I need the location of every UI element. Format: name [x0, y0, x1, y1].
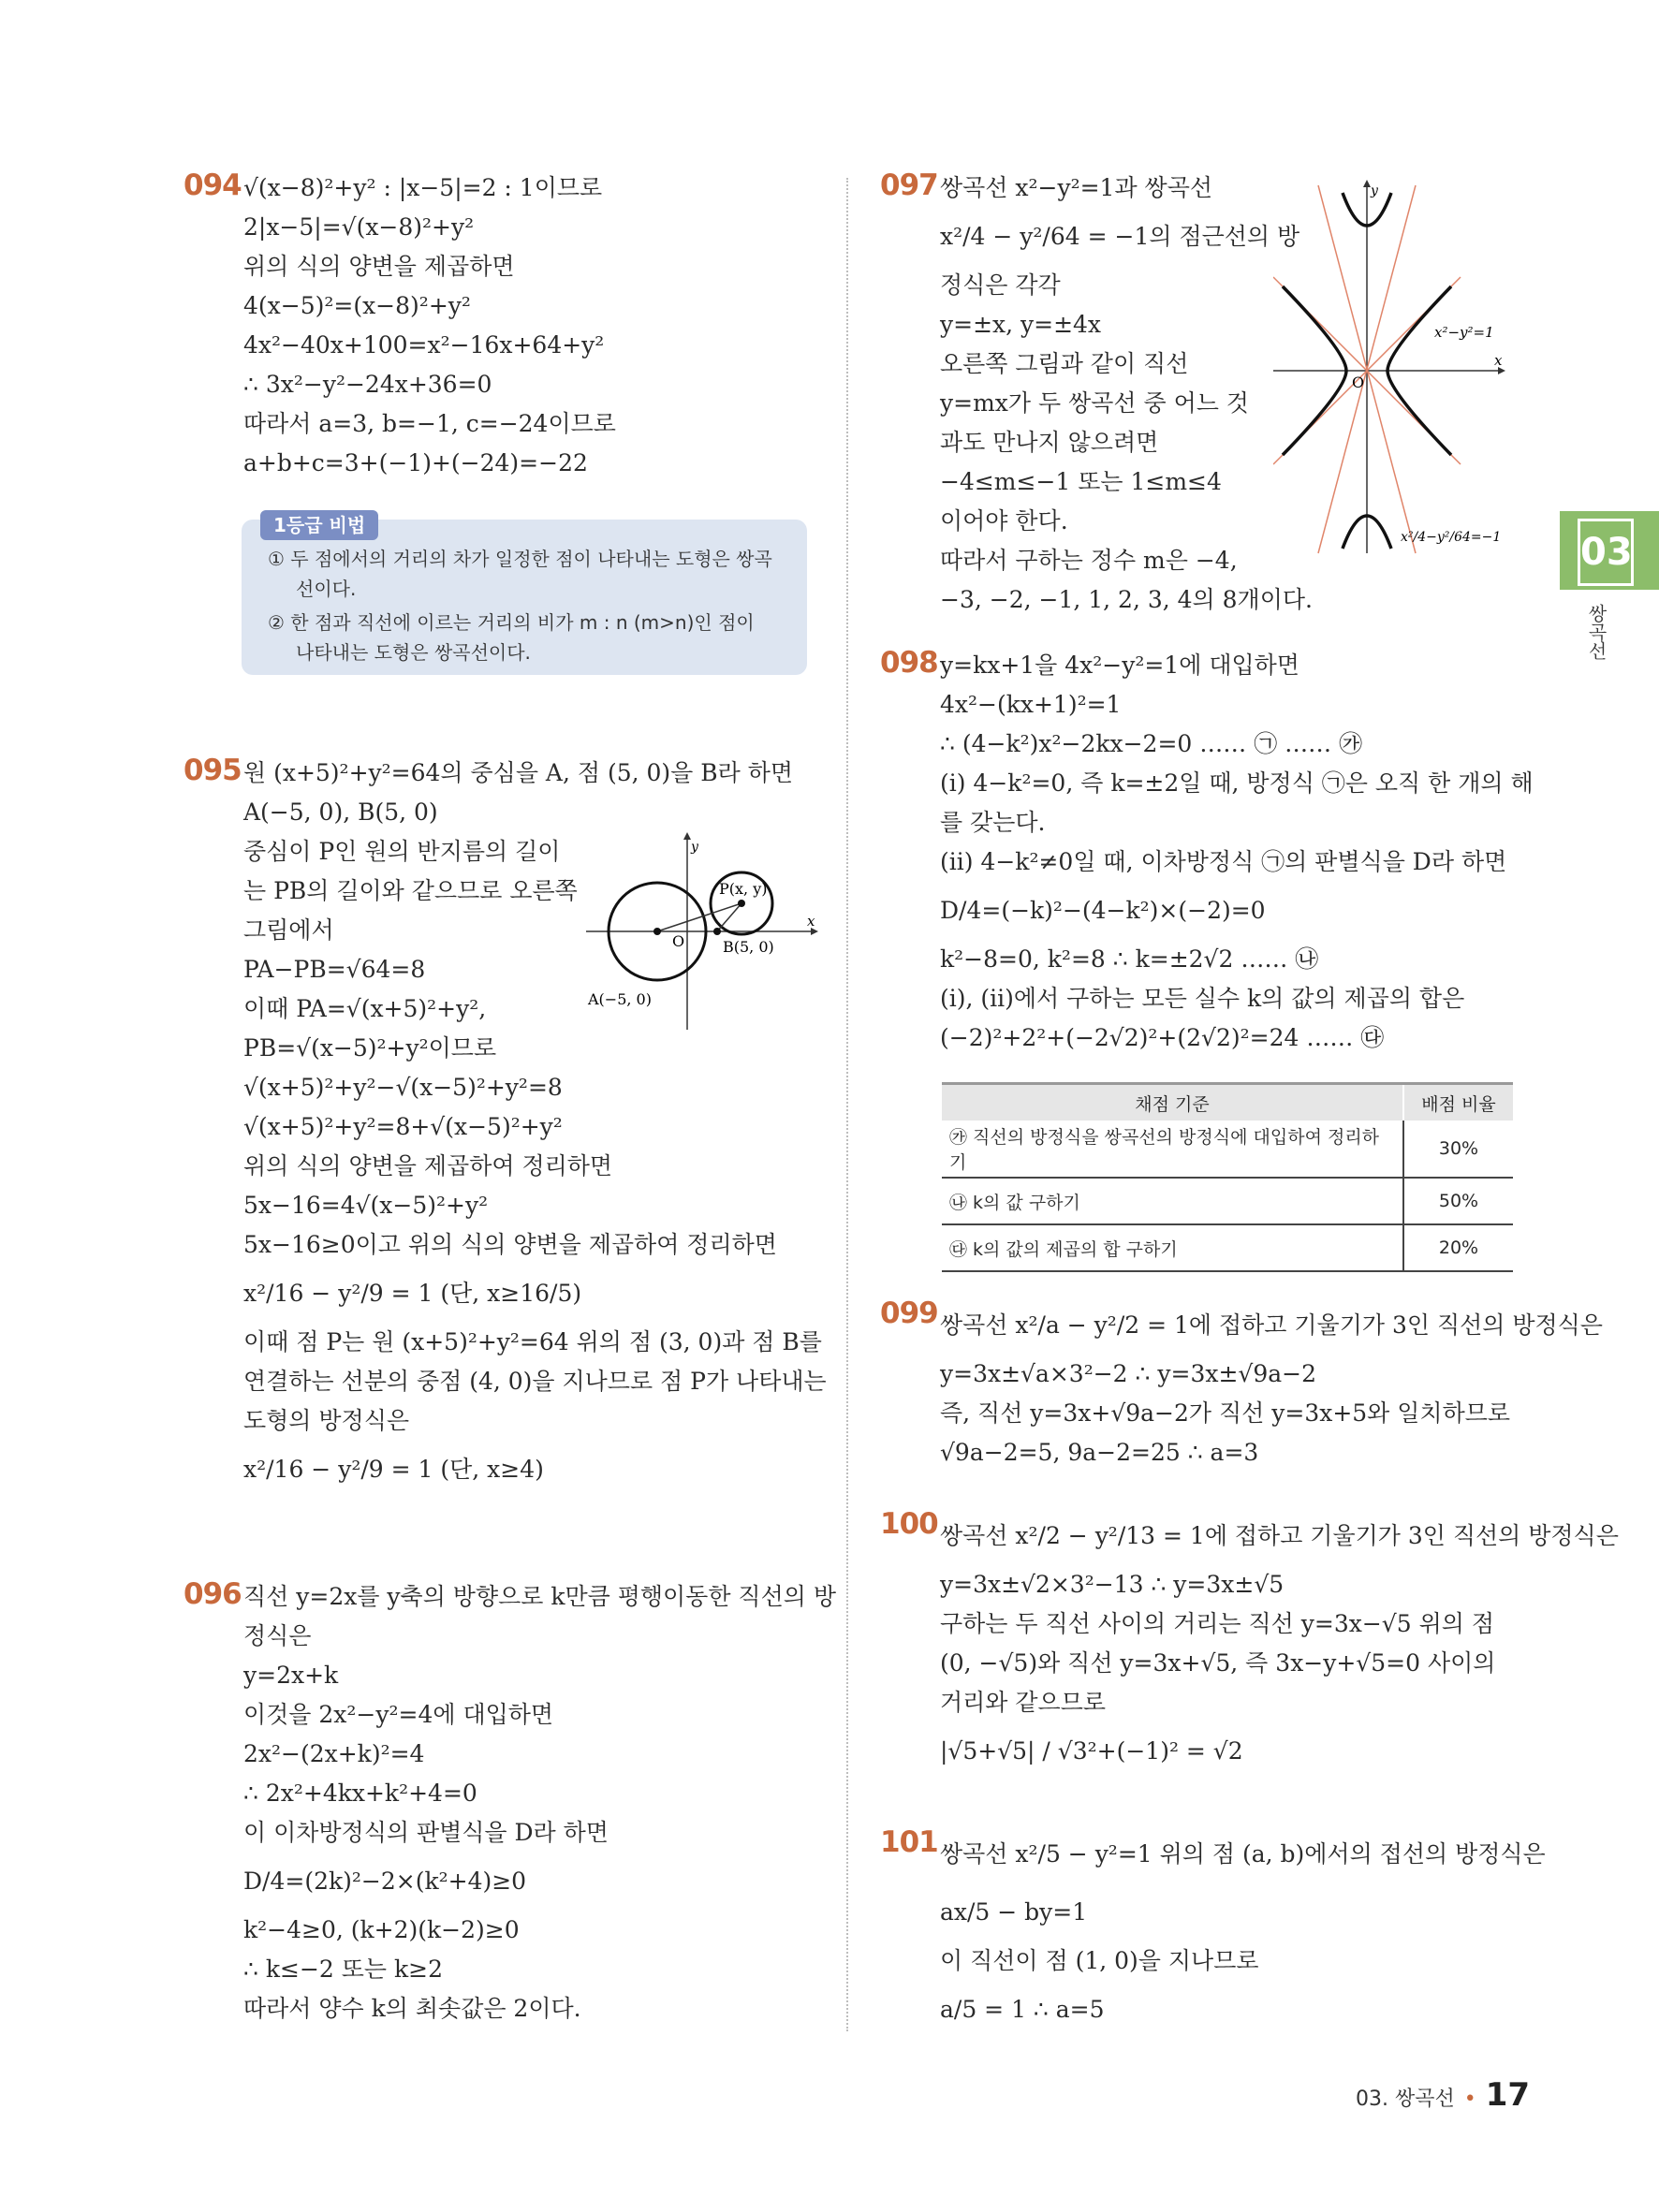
column-divider — [846, 178, 848, 2031]
solution-line: √(x−8)²+y² : |x−5|=2 : 1이므로 — [243, 174, 603, 201]
solution-line: 즉, 직선 y=3x+√9a−2가 직선 y=3x+5와 일치하므로 — [940, 1399, 1511, 1427]
problem-number: 097 — [880, 168, 938, 202]
solution-line: 이어야 한다. — [940, 507, 1068, 535]
solution-line: √(x+5)²+y²−√(x−5)²+y²=8 — [243, 1074, 563, 1101]
problem-number: 101 — [880, 1825, 938, 1859]
circles-figure — [586, 828, 820, 1034]
solution-line: 2|x−5|=√(x−8)²+y² — [243, 213, 475, 241]
solution-line: |√5+√5| / √3²+(−1)² = √2 — [940, 1737, 1243, 1765]
tip-line: ② 한 점과 직선에 이르는 거리의 비가 m : n (m>n)인 점이 — [268, 611, 755, 634]
axis-label-y: y — [1371, 183, 1378, 198]
solution-line: 과도 만나지 않으려면 — [940, 429, 1159, 456]
ratio-cell: 20% — [1403, 1224, 1513, 1271]
solution-line: 거리와 같으므로 — [940, 1689, 1106, 1716]
solution-line: (0, −√5)와 직선 y=3x+√5, 즉 3x−y+√5=0 사이의 — [940, 1649, 1496, 1677]
solution-line: (ⅰ), (ⅱ)에서 구하는 모든 실수 k의 값의 제곱의 합은 — [940, 985, 1465, 1012]
solution-line: a/5 = 1 ∴ a=5 — [940, 1996, 1105, 2023]
solution-line: 이것을 2x²−y²=4에 대입하면 — [243, 1701, 554, 1728]
solution-line: 이때 PA=√(x+5)²+y², — [243, 995, 487, 1022]
solution-line: (−2)²+2²+(−2√2)²+(2√2)²=24 …… ㉰ — [940, 1024, 1385, 1051]
table-row — [942, 1224, 1513, 1271]
problem-number: 095 — [184, 754, 242, 787]
page-number: 17 — [1485, 2076, 1531, 2114]
solution-lines — [243, 168, 830, 483]
table-row — [942, 1178, 1513, 1224]
solution-line: 정식은 — [243, 1622, 312, 1649]
problem-number: 099 — [880, 1296, 938, 1330]
point-a-label: A(−5, 0) — [588, 990, 652, 1008]
solution-line: D/4=(2k)²−2×(k²+4)≥0 — [243, 1868, 527, 1895]
solution-line: 따라서 구하는 정수 m은 −4, — [940, 547, 1238, 574]
solution-line: a+b+c=3+(−1)+(−24)=−22 — [243, 449, 588, 476]
solution-line: PA−PB=√64=8 — [243, 956, 426, 983]
problem-number: 100 — [880, 1507, 938, 1541]
criterion-cell: ㉮ 직선의 방정식을 쌍곡선의 방정식에 대입하여 정리하기 — [942, 1121, 1403, 1178]
solution-line: PB=√(x−5)²+y²이므로 — [243, 1034, 497, 1062]
tip-box — [242, 514, 807, 675]
ratio-cell: 30% — [1403, 1121, 1513, 1178]
hyperbola-figure — [1273, 174, 1512, 558]
solution-line: (ⅱ) 4−k²≠0일 때, 이차방정식 ㉠의 판별식을 D라 하면 — [940, 848, 1507, 875]
solution-line: 위의 식의 양변을 제곱하여 정리하면 — [243, 1152, 613, 1179]
solution-line: 위의 식의 양변을 제곱하면 — [243, 253, 515, 280]
solution-line: 4x²−40x+100=x²−16x+64+y² — [243, 331, 605, 359]
header-criterion: 채점 기준 — [942, 1084, 1403, 1121]
grading-table — [942, 1082, 1513, 1272]
solution-line: 따라서 양수 k의 최솟값은 2이다. — [243, 1995, 581, 2022]
solution-line: 5x−16≥0이고 위의 식의 양변을 제곱하여 정리하면 — [243, 1231, 777, 1258]
solution-line: 연결하는 선분의 중점 (4, 0)을 지나므로 점 P가 나타내는 — [243, 1368, 827, 1395]
solution-line: A(−5, 0), B(5, 0) — [243, 798, 438, 826]
solution-line: y=3x±√2×3²−13 ∴ y=3x±√5 — [940, 1571, 1285, 1598]
point-p-label: P(x, y) — [719, 880, 768, 898]
solution-line: ∴ k≤−2 또는 k≥2 — [243, 1956, 443, 1983]
axis-label-y: y — [691, 840, 698, 855]
solution-line: ax/5 − by=1 — [940, 1898, 1088, 1926]
solution-line: 구하는 두 직선 사이의 거리는 직선 y=3x−√5 위의 점 — [940, 1610, 1494, 1637]
chapter-tab-label: 쌍곡선 — [1585, 604, 1608, 660]
solution-line: y=mx가 두 쌍곡선 중 어느 것 — [940, 389, 1249, 417]
solution-line: 직선 y=2x를 y축의 방향으로 k만큼 평행이동한 직선의 방 — [243, 1583, 836, 1610]
header-ratio: 배점 비율 — [1403, 1084, 1513, 1121]
solution-line: 쌍곡선 x²−y²=1과 쌍곡선 — [940, 174, 1213, 201]
solution-line: 원 (x+5)²+y²=64의 중심을 A, 점 (5, 0)을 B라 하면 — [243, 759, 794, 786]
footer-chapter: 03. 쌍곡선 — [1356, 2087, 1455, 2111]
solution-line: 중심이 P인 원의 반지름의 길이 — [243, 838, 561, 865]
hyperbola-label-2: x²/4−y²/64=−1 — [1401, 530, 1502, 545]
solution-lines — [243, 1577, 836, 2029]
solution-line: √(x+5)²+y²=8+√(x−5)²+y² — [243, 1113, 563, 1140]
left-column — [184, 168, 836, 2041]
solution-line: 쌍곡선 x²/5 − y²=1 위의 점 (a, b)에서의 접선의 방정식은 — [940, 1840, 1546, 1868]
solution-line: 4(x−5)²=(x−8)²+y² — [243, 292, 471, 319]
chapter-tab-number: 03 — [1578, 519, 1634, 586]
grading-table-header — [942, 1084, 1513, 1121]
problem-number: 096 — [184, 1577, 242, 1611]
solution-line: y=kx+1을 4x²−y²=1에 대입하면 — [940, 652, 1299, 679]
solution-line: 를 갖는다. — [940, 809, 1046, 836]
origin-label: O — [672, 932, 685, 950]
tip-line: 선이다. — [296, 578, 357, 600]
solution-lines — [940, 1507, 1619, 1780]
solution-line: (ⅰ) 4−k²=0, 즉 k=±2일 때, 방정식 ㉠은 오직 한 개의 해 — [940, 769, 1534, 797]
solution-line: 그림에서 — [243, 916, 334, 944]
solution-line: 5x−16=4√(x−5)²+y² — [243, 1192, 489, 1219]
solution-line: 정식은 각각 — [940, 271, 1061, 299]
tip-line: 나타내는 도형은 쌍곡선이다. — [296, 641, 531, 664]
solution-line: 오른쪽 그림과 같이 직선 — [940, 350, 1189, 377]
solution-line: 이때 점 P는 원 (x+5)²+y²=64 위의 점 (3, 0)과 점 B를 — [243, 1328, 822, 1355]
solution-line: ∴ 3x²−y²−24x+36=0 — [243, 371, 492, 398]
axis-label-x: x — [1494, 352, 1503, 369]
tip-line: ① 두 점에서의 거리의 차가 일정한 점이 나타내는 도형은 쌍곡 — [268, 548, 772, 570]
solution-line: 쌍곡선 x²/2 − y²/13 = 1에 접하고 기울기가 3인 직선의 방정식은 — [940, 1522, 1619, 1549]
solution-line: 도형의 방정식은 — [243, 1407, 409, 1434]
point-b-label: B(5, 0) — [723, 938, 774, 956]
solution-line: 이 직선이 점 (1, 0)을 지나므로 — [940, 1947, 1259, 1974]
solution-line: 는 PB의 길이와 같으므로 오른쪽 — [243, 877, 578, 904]
solution-line: x²/16 − y²/9 = 1 (단, x≥16/5) — [243, 1280, 582, 1307]
footer-separator-icon: • — [1463, 2087, 1476, 2111]
solution-lines — [940, 1296, 1603, 1472]
page-footer — [1356, 2076, 1530, 2114]
solution-line: 이 이차방정식의 판별식을 D라 하면 — [243, 1819, 609, 1846]
solution-lines — [940, 646, 1534, 1058]
problem-number: 098 — [880, 646, 938, 680]
axis-label-x: x — [807, 913, 815, 930]
solution-line: 4x²−(kx+1)²=1 — [940, 691, 1122, 718]
solution-line: 쌍곡선 x²/a − y²/2 = 1에 접하고 기울기가 3인 직선의 방정식은 — [940, 1311, 1603, 1339]
solution-line: y=3x±√a×3²−2 ∴ y=3x±√9a−2 — [940, 1360, 1317, 1387]
table-row — [942, 1121, 1513, 1178]
solution-line: k²−8=0, k²=8 ∴ k=±2√2 …… ㉯ — [940, 945, 1319, 973]
ratio-cell: 50% — [1403, 1178, 1513, 1224]
solution-lines — [940, 1825, 1546, 2039]
solution-line: x²/16 − y²/9 = 1 (단, x≥4) — [243, 1456, 544, 1483]
solution-line: y=±x, y=±4x — [940, 311, 1102, 338]
criterion-cell: ㉰ k의 값의 제곱의 합 구하기 — [942, 1224, 1403, 1271]
solution-line: y=2x+k — [243, 1662, 339, 1689]
solution-line: 따라서 a=3, b=−1, c=−24이므로 — [243, 410, 616, 437]
solution-line: 2x²−(2x+k)²=4 — [243, 1740, 425, 1767]
problem-number: 094 — [184, 168, 242, 202]
solution-line: √9a−2=5, 9a−2=25 ∴ a=3 — [940, 1439, 1259, 1466]
solution-line: ∴ (4−k²)x²−2kx−2=0 …… ㉠ …… ㉮ — [940, 730, 1363, 757]
solution-line: k²−4≥0, (k+2)(k−2)≥0 — [243, 1916, 520, 1943]
solution-line: −3, −2, −1, 1, 2, 3, 4의 8개이다. — [940, 586, 1313, 613]
solution-lines — [940, 168, 1313, 620]
tip-badge: 1등급 비법 — [260, 510, 378, 540]
criterion-cell: ㉯ k의 값 구하기 — [942, 1178, 1403, 1224]
origin-label: O — [1352, 374, 1365, 391]
hyperbola-label-1: x²−y²=1 — [1434, 324, 1494, 341]
solution-line: −4≤m≤−1 또는 1≤m≤4 — [940, 468, 1222, 495]
solution-line: x²/4 − y²/64 = −1의 점근선의 방 — [940, 223, 1300, 250]
solution-line: D/4=(−k)²−(4−k²)×(−2)=0 — [940, 897, 1266, 924]
solution-line: ∴ 2x²+4kx+k²+4=0 — [243, 1780, 477, 1807]
